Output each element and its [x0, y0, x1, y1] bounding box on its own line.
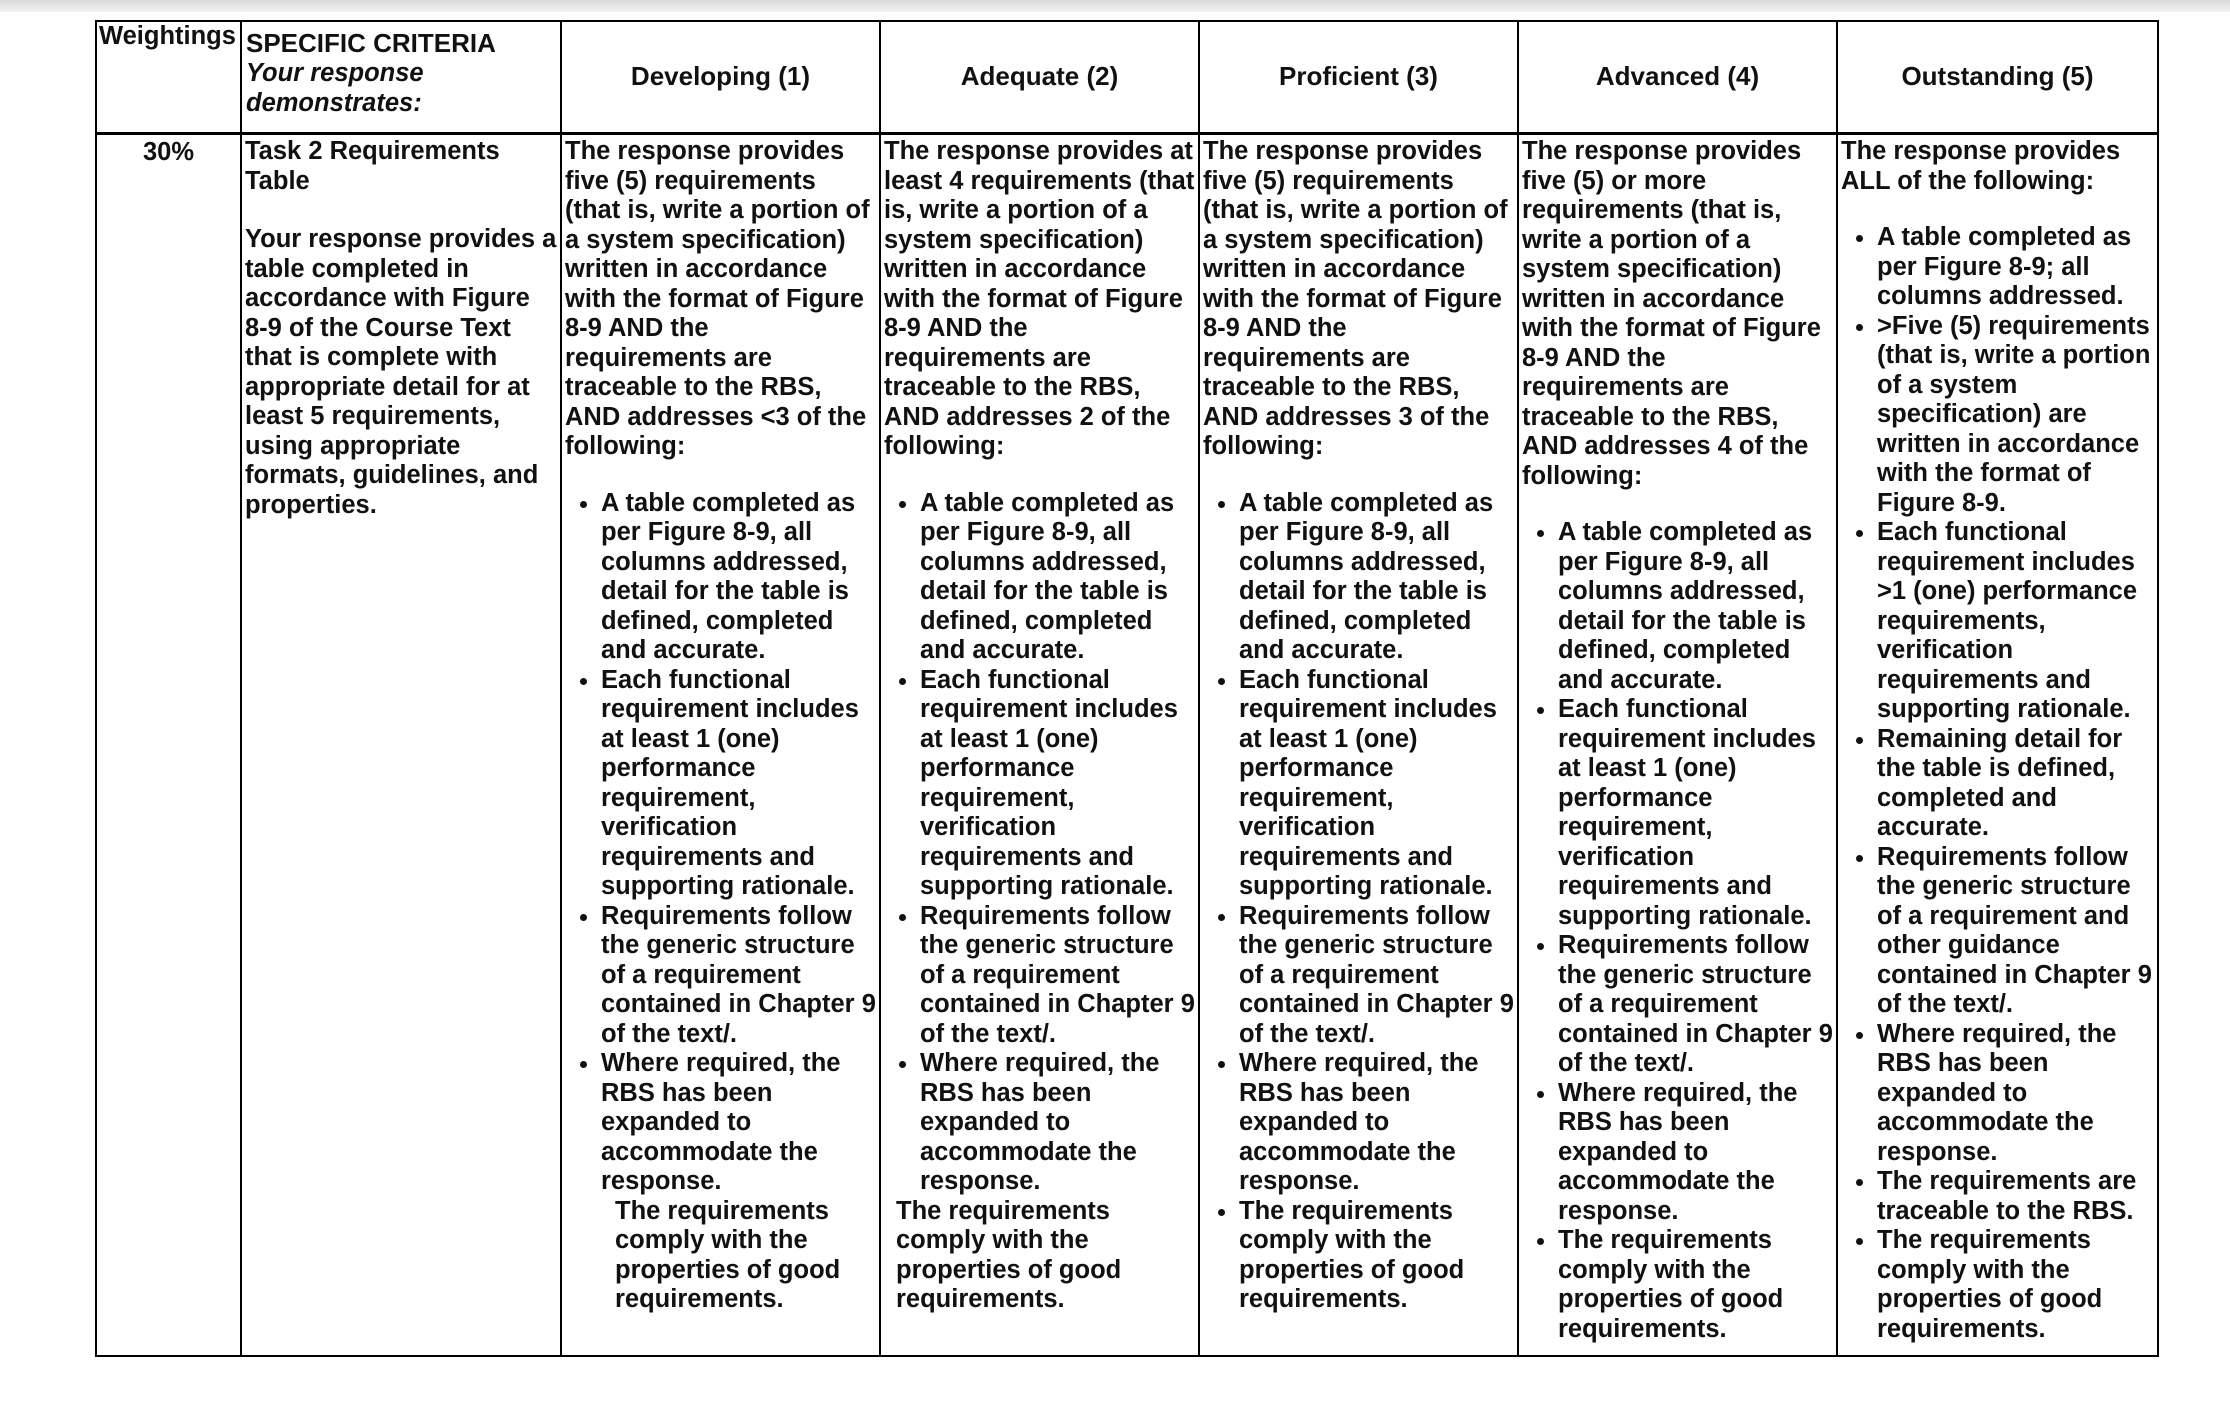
list-item: • A table completed as per Figure 8-9; all columns addressed. — [1877, 223, 2154, 312]
weight-value: 30% — [96, 134, 241, 1356]
list-item: • Requirements follow the generic structure of a requirement contained in Chapter 9 of the text/. — [920, 902, 1195, 1050]
outstanding-cell — [1837, 134, 2158, 1356]
list-item: • The requirements are traceable to the RBS. — [1877, 1167, 2154, 1226]
list-item: • A table completed as per Figure 8-9, all columns addressed, detail for the table is defined, completed and accurate. — [601, 489, 876, 666]
rubric-table — [95, 20, 2159, 1357]
developing-intro: The response provides five (5) requirements (that is, write a portion of a system specification) written in accordance with the format of Figure 8-9 AND the requirements are traceable to the RBS, AND addresses <3 of the following: — [565, 137, 870, 460]
list-item: • Each functional requirement includes at least 1 (one) performance requirement, verification requirements and supporting rationale. — [1239, 666, 1514, 902]
developing-tail: The requirements comply with the properties of good requirements. — [615, 1196, 841, 1313]
level-header-developing: Developing (1) — [561, 21, 880, 134]
adequate-cell — [880, 134, 1199, 1356]
list-item: • A table completed as per Figure 8-9, all columns addressed, detail for the table is defined, completed and accurate. — [1558, 518, 1833, 695]
list-item: • Requirements follow the generic structure of a requirement contained in Chapter 9 of the text/. — [1239, 902, 1514, 1050]
outstanding-list — [1841, 223, 2154, 1344]
list-item: • Each functional requirement includes at least 1 (one) performance requirement, verification requirements and supporting rationale. — [1558, 695, 1833, 931]
list-item: • >Five (5) requirements (that is, write a portion of a system specification) are written in accordance with the format of Figure 8-9. — [1877, 312, 2154, 519]
criteria-header — [241, 21, 561, 134]
developing-cell — [561, 134, 880, 1356]
criterion-row — [96, 134, 2158, 1356]
proficient-intro: The response provides five (5) requirements (that is, write a portion of a system specification) written in accordance with the format of Figure 8-9 AND the requirements are traceable to the RBS, AND addresses 3 of the following: — [1203, 137, 1508, 460]
list-item: • Where required, the RBS has been expanded to accommodate the response. — [601, 1049, 876, 1197]
list-item: • The requirements comply with the properties of good requirements. — [1239, 1197, 1514, 1315]
criterion-cell — [241, 134, 561, 1356]
criteria-title: SPECIFIC CRITERIA — [246, 28, 496, 58]
list-item: • Remaining detail for the table is defined, completed and accurate. — [1877, 725, 2154, 843]
list-item: • Where required, the RBS has been expanded to accommodate the response. — [1558, 1079, 1833, 1227]
proficient-cell — [1199, 134, 1518, 1356]
advanced-cell — [1518, 134, 1837, 1356]
criteria-subtitle: Your response demonstrates: — [246, 59, 424, 117]
list-item: • Each functional requirement includes >1 (one) performance requirements, verification requirements and supporting rationale. — [1877, 518, 2154, 725]
list-item: • A table completed as per Figure 8-9, all columns addressed, detail for the table is defined, completed and accurate. — [1239, 489, 1514, 666]
list-item: • The requirements comply with the properties of good requirements. — [1558, 1226, 1833, 1344]
level-header-advanced: Advanced (4) — [1518, 21, 1837, 134]
list-item: • Where required, the RBS has been expanded to accommodate the response. — [920, 1049, 1195, 1197]
list-item: • Requirements follow the generic structure of a requirement contained in Chapter 9 of the text/. — [601, 902, 876, 1050]
level-header-outstanding: Outstanding (5) — [1837, 21, 2158, 134]
criterion-title: Task 2 Requirements Table — [245, 137, 500, 195]
level-header-proficient: Proficient (3) — [1199, 21, 1518, 134]
criterion-description: Your response provides a table completed in accordance with Figure 8-9 of the Course Text that is complete with appropriate detail for at least 5 requirements, using appropriate formats, guidelines, and properties. — [245, 225, 557, 519]
outstanding-intro: The response provides ALL of the following: — [1841, 137, 2121, 195]
list-item: • Where required, the RBS has been expanded to accommodate the response. — [1877, 1020, 2154, 1168]
list-item: • The requirements comply with the properties of good requirements. — [1877, 1226, 2154, 1344]
list-item: • Requirements follow the generic structure of a requirement contained in Chapter 9 of the text/. — [1558, 931, 1833, 1079]
advanced-list — [1522, 518, 1833, 1344]
developing-list — [565, 489, 876, 1197]
list-item: • Where required, the RBS has been expanded to accommodate the response. — [1239, 1049, 1514, 1197]
proficient-list — [1203, 489, 1514, 1315]
header-row — [96, 21, 2158, 134]
level-header-adequate: Adequate (2) — [880, 21, 1199, 134]
adequate-list — [884, 489, 1195, 1197]
list-item: • Each functional requirement includes at least 1 (one) performance requirement, verification requirements and supporting rationale. — [920, 666, 1195, 902]
top-divider — [0, 0, 2230, 12]
list-item: • Requirements follow the generic structure of a requirement and other guidance contained in Chapter 9 of the text/. — [1877, 843, 2154, 1020]
list-item: • A table completed as per Figure 8-9, all columns addressed, detail for the table is defined, completed and accurate. — [920, 489, 1195, 666]
adequate-tail: The requirements comply with the properties of good requirements. — [896, 1196, 1122, 1313]
adequate-intro: The response provides at least 4 requirements (that is, write a portion of a system specification) written in accordance with the format of Figure 8-9 AND the requirements are traceable to the RBS, AND addresses 2 of the following: — [884, 137, 1195, 460]
weightings-header: Weightings — [96, 21, 241, 134]
list-item: • Each functional requirement includes at least 1 (one) performance requirement, verification requirements and supporting rationale. — [601, 666, 876, 902]
advanced-intro: The response provides five (5) or more requirements (that is, write a portion of a system specification) written in accordance with the format of Figure 8-9 AND the requirements are traceable to the RBS, AND addresses 4 of the following: — [1522, 137, 1821, 490]
